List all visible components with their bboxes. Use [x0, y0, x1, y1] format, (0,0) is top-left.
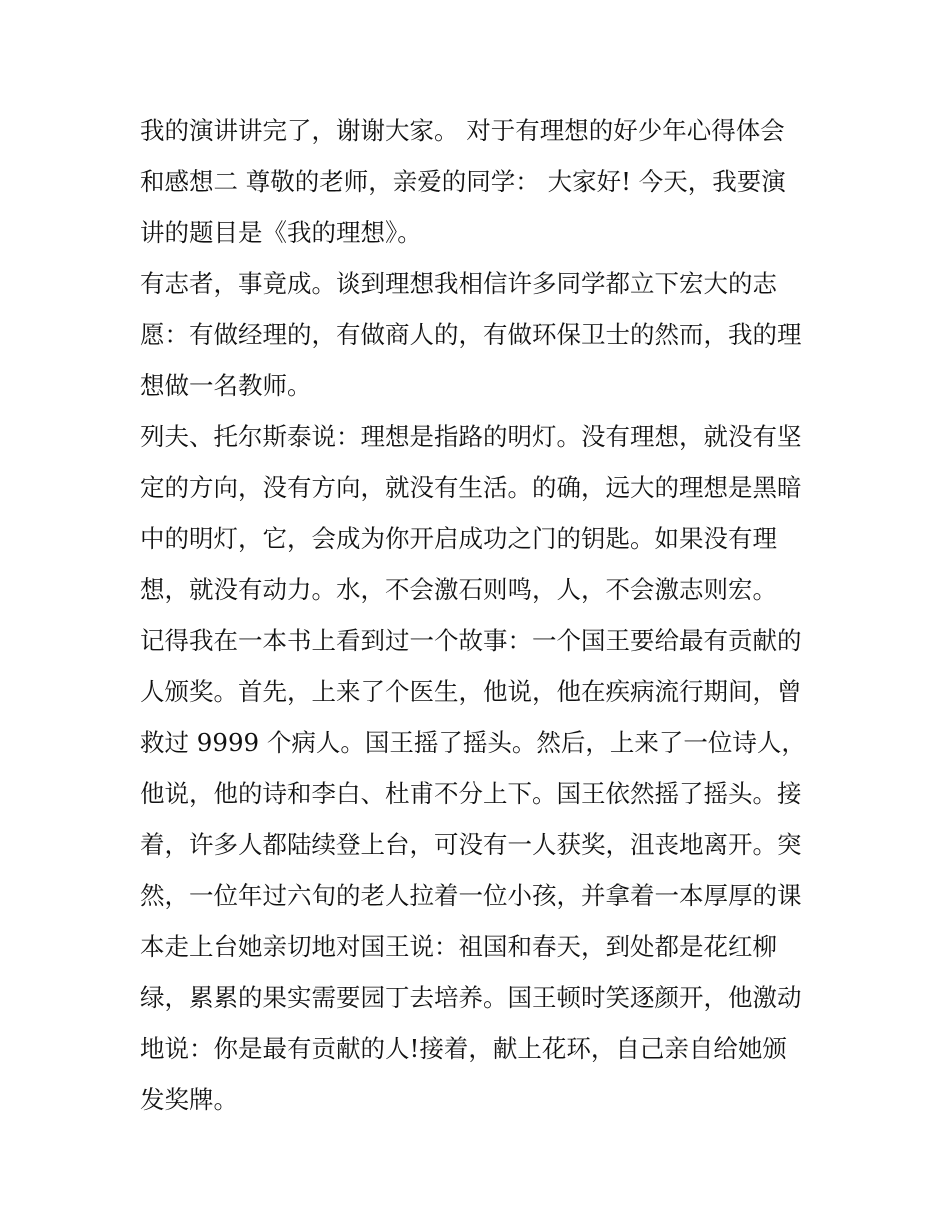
text-line: 本走上台她亲切地对国王说：祖国和春天，到处都是花红柳 — [140, 932, 777, 961]
text-line: 想，就没有动力。水，不会激石则鸣，人，不会激志则宏。 — [140, 575, 777, 604]
text-line: 我的演讲讲完了，谢谢大家。 对于有理想的好少年心得体会 — [140, 116, 785, 145]
text-line: 想做一名教师。 — [140, 371, 312, 400]
text-line: 人颁奖。首先，上来了个医生，他说，他在疾病流行期间，曾 — [140, 677, 802, 706]
text-line: 发奖牌。 — [140, 1085, 238, 1114]
text-line: 讲的题目是《我的理想》。 — [140, 218, 422, 247]
text-line: 他说，他的诗和李白、杜甫不分上下。国王依然摇了摇头。接 — [140, 779, 802, 808]
document-body — [140, 105, 840, 1125]
text-line: 和感想二 尊敬的老师，亲爱的同学： 大家好! 今天，我要演 — [140, 167, 786, 196]
text-line: 救过 9999 个病人。国王摇了摇头。然后，上来了一位诗人， — [140, 728, 806, 757]
text-line: 中的明灯，它，会成为你开启成功之门的钥匙。如果没有理 — [140, 524, 777, 553]
text-line: 列夫、托尔斯泰说：理想是指路的明灯。没有理想，就没有坚 — [140, 422, 802, 451]
text-line: 绿，累累的果实需要园丁去培养。国王顿时笑逐颜开，他激动 — [140, 983, 802, 1012]
text-line: 愿：有做经理的，有做商人的，有做环保卫士的然而，我的理 — [140, 320, 802, 349]
text-line: 记得我在一本书上看到过一个故事：一个国王要给最有贡献的 — [140, 626, 802, 655]
text-line: 有志者，事竟成。谈到理想我相信许多同学都立下宏大的志 — [140, 269, 777, 298]
text-line: 定的方向，没有方向，就没有生活。的确，远大的理想是黑暗 — [140, 473, 802, 502]
text-line: 地说：你是最有贡献的人!接着，献上花环，自己亲自给她颁 — [140, 1034, 787, 1063]
text-line: 着，许多人都陆续登上台，可没有一人获奖，沮丧地离开。突 — [140, 830, 802, 859]
text-line: 然，一位年过六旬的老人拉着一位小孩，并拿着一本厚厚的课 — [140, 881, 802, 910]
